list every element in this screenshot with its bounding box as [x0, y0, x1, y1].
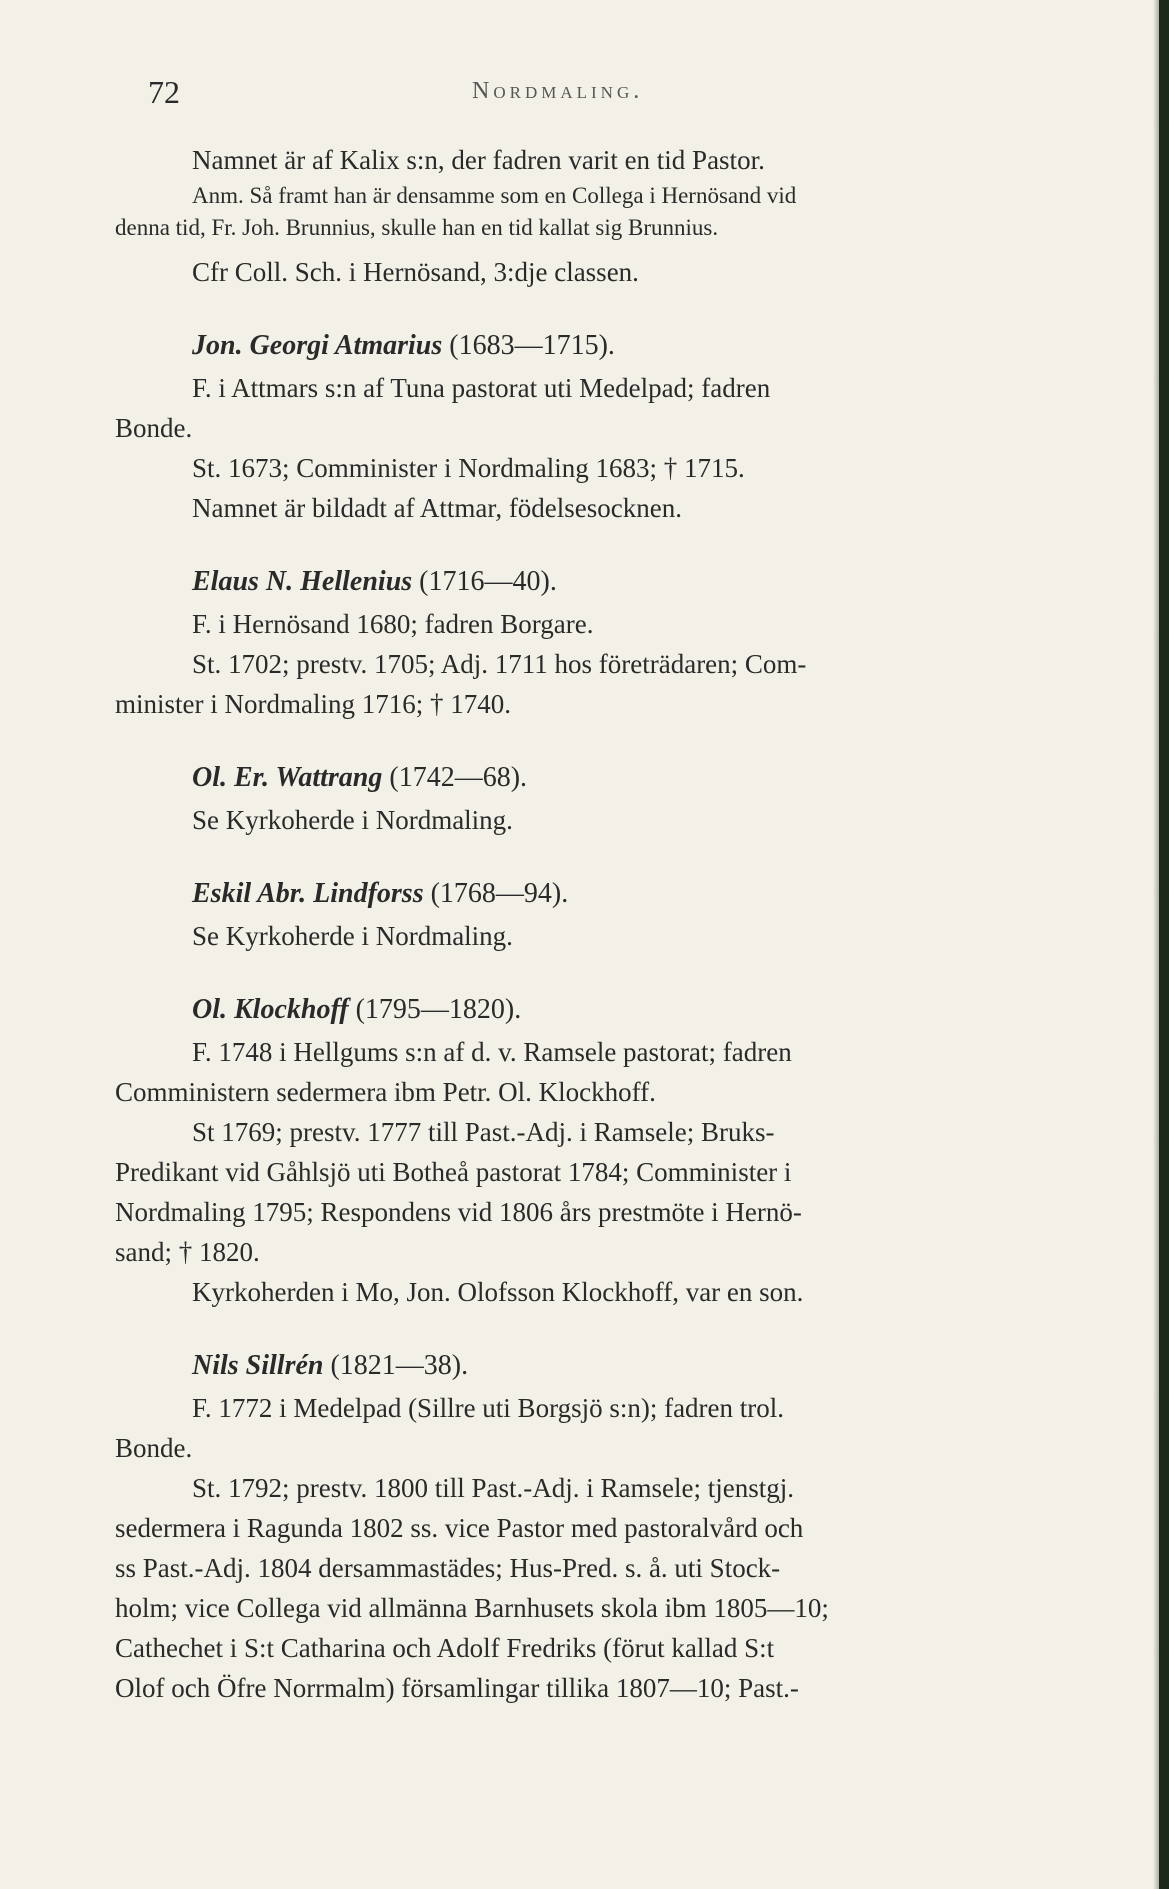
entry-line: F. 1772 i Medelpad (Sillre uti Borgsjö s:n); fadren trol.: [192, 1393, 785, 1423]
entry-line: Namnet är bildadt af Attmar, födelsesocknen.: [192, 493, 683, 523]
entry-years: (1821—38).: [330, 1350, 469, 1381]
entry-years: (1742—68).: [389, 762, 528, 793]
entry-line: minister i Nordmaling 1716; † 1740.: [115, 689, 511, 719]
entry-line: Bonde.: [115, 413, 193, 443]
reference-line: Cfr Coll. Sch. i Hernösand, 3:dje classen.: [192, 257, 639, 287]
entry-line: Cathechet i S:t Catharina och Adolf Fredriks (förut kallad S:t: [115, 1633, 775, 1663]
entry-line: St 1769; prestv. 1777 till Past.-Adj. i Ramsele; Bruks-: [192, 1117, 775, 1147]
entry-heading: [115, 756, 1055, 800]
entry-line: Predikant vid Gåhlsjö uti Botheå pastorat 1784; Comminister i: [115, 1157, 792, 1187]
entry-heading: [115, 988, 1055, 1032]
annotation-line: denna tid, Fr. Joh. Brunnius, skulle han en tid kallat sig Brunnius.: [115, 215, 719, 240]
annotation-line: Anm. Så framt han är densamme som en Collega i Hernösand vid: [192, 183, 797, 208]
entry-years: (1683—1715).: [449, 330, 615, 361]
entry-line: F. i Hernösand 1680; fadren Borgare.: [192, 609, 594, 639]
entry-line: F. i Attmars s:n af Tuna pastorat uti Medelpad; fadren: [192, 373, 771, 403]
entry-line: ss Past.-Adj. 1804 dersammastädes; Hus-Pred. s. å. uti Stock-: [115, 1553, 781, 1583]
entry-line: Se Kyrkoherde i Nordmaling.: [192, 805, 513, 835]
entry-line: sand; † 1820.: [115, 1237, 260, 1267]
entry-years: (1716—40).: [419, 566, 557, 597]
entry-line: holm; vice Collega vid allmänna Barnhusets skola ibm 1805—10;: [115, 1593, 829, 1623]
entry-years: (1795—1820).: [355, 994, 522, 1025]
page-body: [115, 140, 1055, 1708]
entry-line: Kyrkoherden i Mo, Jon. Olofsson Klockhoff, var en son.: [192, 1277, 804, 1307]
page-edge: [1159, 0, 1169, 1889]
entry-name: Ol. Klockhoff: [192, 994, 349, 1025]
entry-line: Nordmaling 1795; Respondens vid 1806 års prestmöte i Hernö-: [115, 1197, 802, 1227]
entry-heading: [115, 1344, 1055, 1388]
entry-name: Nils Sillrén: [192, 1350, 324, 1381]
entry-line: F. 1748 i Hellgums s:n af d. v. Ramsele pastorat; fadren: [192, 1037, 792, 1067]
entry-years: (1768—94).: [430, 878, 569, 909]
entry-line: Olof och Öfre Norrmalm) församlingar tillika 1807—10; Past.-: [115, 1673, 799, 1703]
entry-heading: [115, 324, 1055, 368]
entry-name: Eskil Abr. Lindforss: [192, 878, 424, 909]
intro-line: Namnet är af Kalix s:n, der fadren varit en tid Pastor.: [192, 145, 765, 175]
entry-line: sedermera i Ragunda 1802 ss. vice Pastor med pastoralvård och: [115, 1513, 804, 1543]
entry-line: Se Kyrkoherde i Nordmaling.: [192, 921, 513, 951]
entry-line: St. 1702; prestv. 1705; Adj. 1711 hos företrädaren; Com-: [192, 649, 807, 679]
entry-line: St. 1792; prestv. 1800 till Past.-Adj. i Ramsele; tjenstgj.: [192, 1473, 794, 1503]
running-title: Nordmaling.: [472, 78, 644, 104]
entry-heading: [115, 560, 1055, 604]
entry-line: Comministern sedermera ibm Petr. Ol. Klockhoff.: [115, 1077, 656, 1107]
entry-line: Bonde.: [115, 1433, 193, 1463]
entry-name: Jon. Georgi Atmarius: [192, 330, 443, 361]
page-header: [148, 70, 1048, 110]
page-number: 72: [148, 74, 180, 110]
entry-heading: [115, 872, 1055, 916]
entry-line: St. 1673; Comminister i Nordmaling 1683; † 1715.: [192, 453, 745, 483]
entry-name: Ol. Er. Wattrang: [192, 762, 383, 793]
entry-name: Elaus N. Hellenius: [192, 566, 413, 597]
